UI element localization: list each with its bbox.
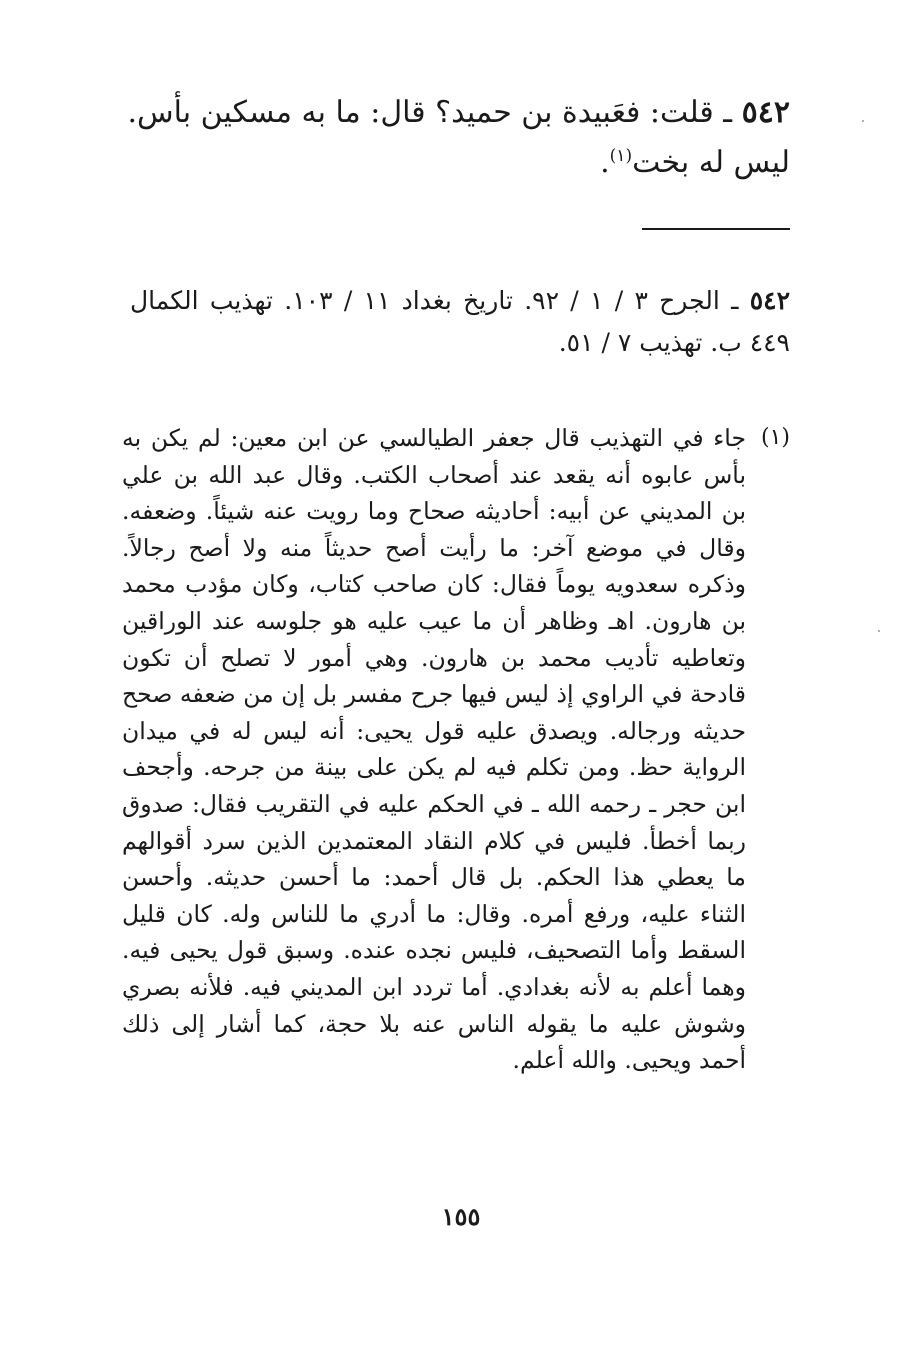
scan-speck bbox=[862, 120, 864, 122]
footnote-separator bbox=[642, 228, 790, 230]
main-entry bbox=[90, 88, 790, 188]
footnote bbox=[122, 420, 790, 1079]
footnote-text: جاء في التهذيب قال جعفر الطيالسي عن ابن معين: لم يكن به بأس عابوه أنه يقعد عند أصحاب الكتب. وقال عبد الله بن علي بن المديني عن أبيه: أحاديثه صحاح وما رويت عنه شيئاً. وضعفه. وقال في موضع آخر: ما رأيت أصح حديثاً منه ولا أصح رجالاً. وذكره سعدويه يوماً فقال: كان صاحب كتاب، وكان مؤدب محمد بن هارون. اهـ وظاهر أن ما عيب عليه هو جلوسه عند الوراقين وتعاطيه تأديب محمد بن هارون. وهي أمور لا تصلح أن تكون قادحة في الراوي إذ ليس فيها جرح مفسر بل إن من ضعفه صحح حديثه ورجاله. ويصدق عليه قول يحيى: أنه ليس له في ميدان الرواية حظ. ومن تكلم فيه لم يكن على بينة من جرحه. وأجحف ابن حجر ـ رحمه الله ـ في الحكم عليه في التقريب فقال: صدوق ربما أخطأ. فليس في كلام النقاد المعتمدين الذين سرد أقوالهم ما يعطي هذا الحكم. بل قال أحمد: ما أحسن حديثه. وأحسن الثناء عليه، ورفع أمره. وقال: ما أدري ما للناس وله. كان قليل السقط وأما التصحيف، فليس نجده عنده. وسبق قول يحيى فيه. وهما أعلم به لأنه بغدادي. أما تردد ابن المديني فيه. فلأنه بصري وشوش عليه ما يقوله الناس عنه بلا حجة، كما أشار إلى ذلك أحمد ويحيى. والله أعلم. bbox=[122, 424, 746, 1075]
page-number: ١٥٥ bbox=[441, 1202, 481, 1231]
sources-note bbox=[130, 280, 790, 364]
footnote-reference: (١) bbox=[609, 146, 633, 166]
entry-line2: ليس له بخت bbox=[632, 145, 790, 180]
sources-number: ٥٤٢ bbox=[749, 286, 791, 315]
footnote-marker: (١) bbox=[760, 425, 790, 450]
entry-line2-end: . bbox=[600, 145, 610, 180]
entry-number: ٥٤٢ bbox=[741, 95, 790, 130]
entry-line1: ـ قلت: فعَبيدة بن حميد؟ قال: ما به مسكين بأس. bbox=[127, 95, 733, 130]
scan-speck bbox=[878, 630, 880, 632]
sources-text: ـ الجرح ٣ / ١ / ٩٢. تاريخ بغداد ١١ / ١٠٣. تهذيب الكمال ٤٤٩ ب. تهذيب ٧ / ٥١. bbox=[130, 286, 790, 357]
